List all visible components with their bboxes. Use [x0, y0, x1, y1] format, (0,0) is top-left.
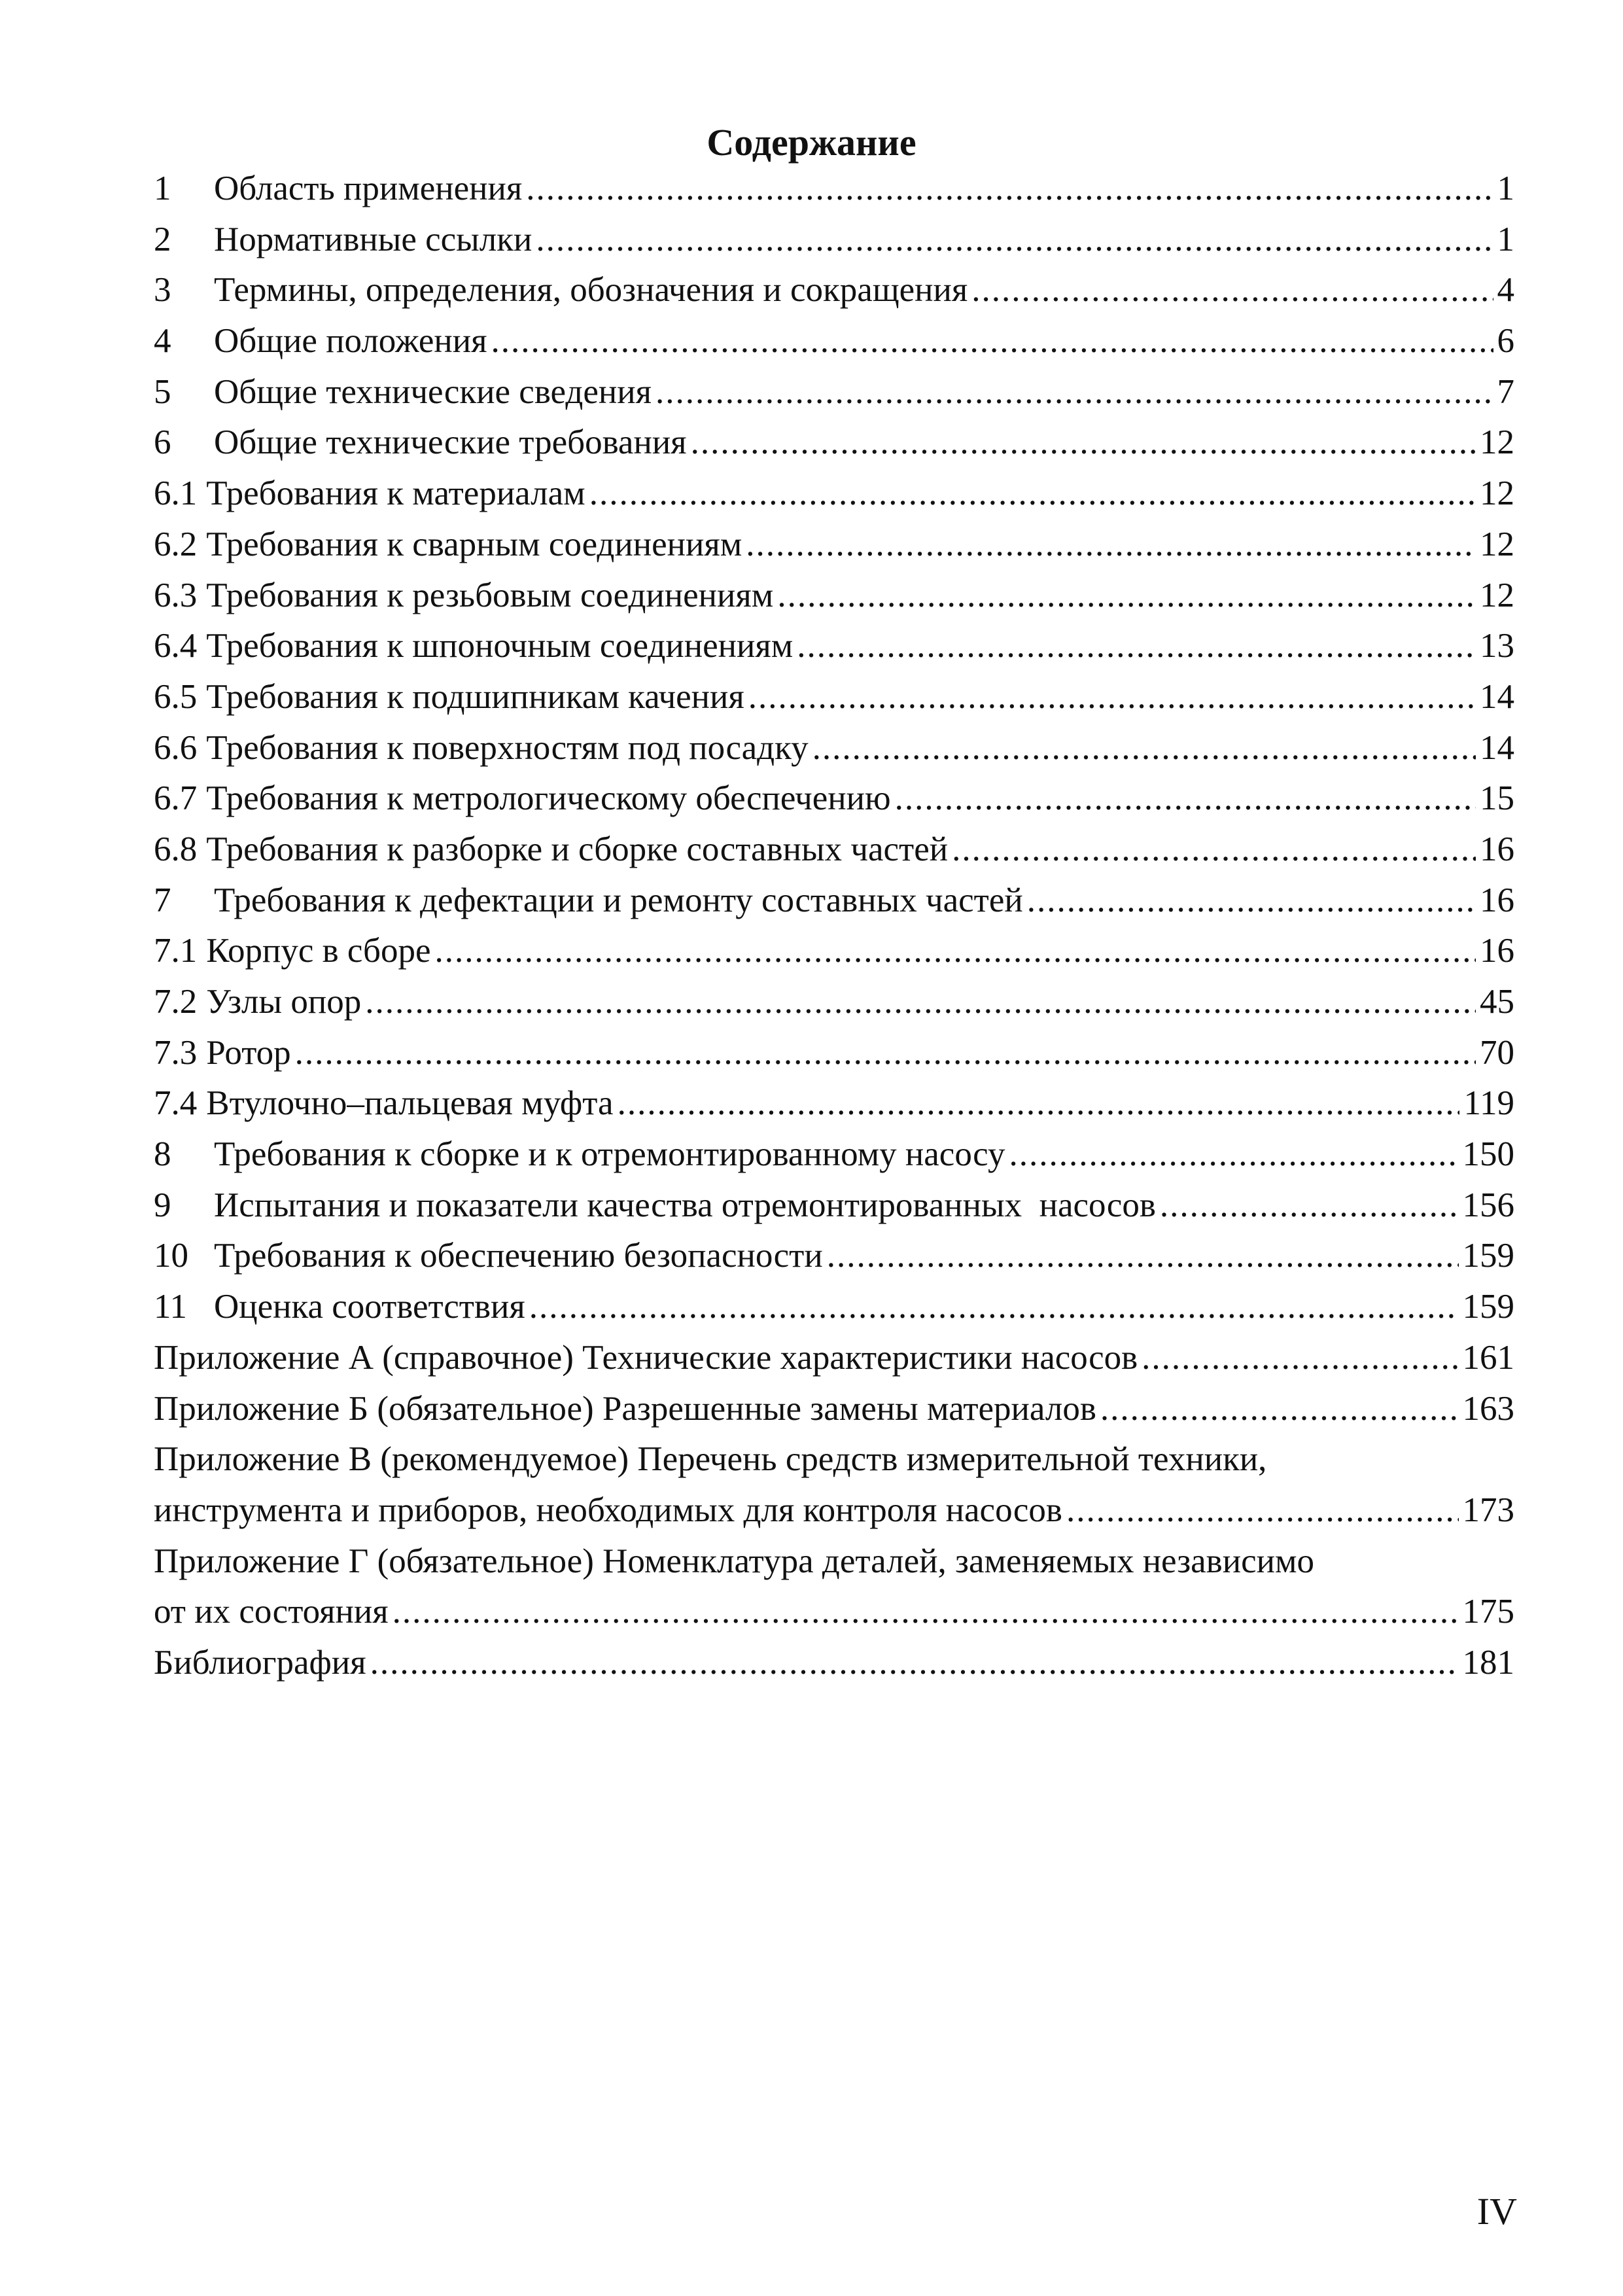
dot-leader	[827, 1231, 1459, 1282]
toc-entry-title: Приложение А (справочное) Технические характеристики насосов	[154, 1338, 1138, 1377]
dot-leader	[491, 316, 1493, 367]
toc-entry-number: 6	[154, 423, 171, 462]
toc-entry-title: Требования к метрологическому обеспечению	[206, 779, 891, 818]
toc-entry-page: 70	[1480, 1033, 1514, 1072]
toc-entry-6-2[interactable]	[154, 520, 1514, 571]
toc-entry-number: 10	[154, 1237, 188, 1275]
toc-entry-title: Библиография	[154, 1643, 366, 1682]
toc-entry-6-4[interactable]	[154, 621, 1514, 672]
toc-entry-page: 7	[1497, 372, 1514, 411]
toc-entry-9[interactable]	[154, 1180, 1514, 1231]
toc-entry-number: 7.2	[154, 983, 198, 1021]
toc-entry-number: 8	[154, 1135, 171, 1174]
toc-entry-page: 159	[1462, 1237, 1514, 1275]
dot-leader	[393, 1587, 1459, 1638]
toc-entry-number: 3	[154, 271, 171, 309]
dot-leader	[1009, 1129, 1458, 1180]
toc-entry-7-1[interactable]	[154, 926, 1514, 977]
toc-entry-last-line	[154, 1485, 1514, 1536]
dot-leader	[536, 215, 1493, 266]
toc-entry-3[interactable]	[154, 265, 1514, 316]
toc-entry-7-2[interactable]	[154, 977, 1514, 1028]
toc-entry-last-line	[154, 1587, 1514, 1638]
toc-entry-number: 7	[154, 881, 171, 919]
toc-entry-title: Требования к подшипникам качения	[206, 677, 744, 716]
toc-entry-number: 11	[154, 1288, 188, 1326]
dot-leader	[365, 977, 1476, 1028]
toc-entry-appendix-b[interactable]	[154, 1384, 1514, 1435]
dot-leader	[691, 417, 1476, 468]
toc-entry-appendix-g[interactable]	[154, 1536, 1514, 1638]
toc-entry-number: 6.8	[154, 830, 198, 868]
toc-entry-6-6[interactable]	[154, 723, 1514, 774]
toc-entry-8[interactable]	[154, 1129, 1514, 1180]
toc-entry-page: 175	[1462, 1593, 1514, 1631]
toc-entry-11[interactable]	[154, 1282, 1514, 1333]
toc-entry-bibliography[interactable]	[154, 1638, 1514, 1689]
toc-entry-number: 6.1	[154, 474, 198, 513]
toc-entry-title-line-2: инструмента и приборов, необходимых для контроля насосов	[154, 1491, 1062, 1529]
toc-entry-number: 6.3	[154, 576, 198, 614]
toc-entry-6-8[interactable]	[154, 824, 1514, 875]
toc-entry-1[interactable]	[154, 164, 1514, 215]
dot-leader	[1027, 875, 1476, 927]
dot-leader	[1160, 1180, 1459, 1231]
dot-leader	[1100, 1384, 1459, 1435]
toc-entry-title: Нормативные ссылки	[214, 220, 532, 258]
toc-entry-page: 16	[1480, 932, 1514, 970]
toc-entry-title: Общие технические требования	[214, 423, 687, 462]
toc-entry-10[interactable]	[154, 1231, 1514, 1282]
toc-entry-number: 4	[154, 322, 171, 361]
toc-entry-number: 6.4	[154, 627, 198, 665]
toc-entry-page: 6	[1497, 322, 1514, 361]
toc-entry-page: 119	[1463, 1084, 1514, 1123]
toc-entry-title: Приложение Б (обязательное) Разрешенные замены материалов	[154, 1389, 1096, 1428]
dot-leader	[1066, 1485, 1459, 1536]
toc-entry-page: 159	[1462, 1288, 1514, 1326]
toc-entry-title: Термины, определения, обозначения и сокращения	[214, 271, 968, 309]
dot-leader	[435, 926, 1476, 977]
toc-entry-page: 1	[1497, 220, 1514, 258]
toc-entry-page: 161	[1462, 1338, 1514, 1377]
toc-entry-page: 163	[1462, 1389, 1514, 1428]
toc-entry-page: 14	[1480, 728, 1514, 767]
dot-leader	[746, 520, 1476, 571]
toc-entry-title-line-1: Приложение В (рекомендуемое) Перечень средств измерительной техники,	[154, 1440, 1267, 1479]
toc-entry-title: Узлы опор	[206, 983, 362, 1021]
toc-entry-title: Общие положения	[214, 322, 487, 361]
dot-leader	[797, 621, 1476, 672]
toc-entry-page: 13	[1480, 627, 1514, 665]
toc-entry-number: 6.5	[154, 677, 198, 716]
dot-leader	[895, 773, 1476, 824]
toc-entry-title: Требования к резьбовым соединениям	[206, 576, 774, 614]
toc-entry-page: 16	[1480, 881, 1514, 919]
toc-entry-page: 12	[1480, 525, 1514, 563]
toc-entry-title: Оценка соответствия	[214, 1288, 525, 1326]
toc-entry-page: 45	[1480, 983, 1514, 1021]
table-of-contents	[154, 164, 1514, 1689]
toc-entry-title: Испытания и показатели качества отремонтированных насосов	[214, 1186, 1156, 1224]
toc-entry-title: Требования к обеспечению безопасности	[214, 1237, 823, 1275]
toc-entry-title: Требования к поверхностям под посадку	[206, 728, 809, 767]
toc-entry-page: 16	[1480, 830, 1514, 868]
dot-leader	[812, 723, 1476, 774]
toc-entry-page: 173	[1462, 1491, 1514, 1529]
toc-entry-title: Требования к материалам	[206, 474, 585, 513]
dot-leader	[526, 164, 1493, 215]
toc-entry-page: 12	[1480, 576, 1514, 614]
toc-entry-number: 6.2	[154, 525, 198, 563]
dot-leader	[618, 1078, 1460, 1129]
toc-title: Содержание	[707, 121, 916, 164]
toc-entry-title: Область применения	[214, 169, 523, 207]
toc-entry-number: 9	[154, 1186, 171, 1224]
page-number: IV	[1476, 2190, 1517, 2233]
toc-entry-7[interactable]	[154, 875, 1514, 927]
toc-entry-4[interactable]	[154, 316, 1514, 367]
toc-entry-number: 6.6	[154, 728, 198, 767]
toc-entry-page: 12	[1480, 474, 1514, 513]
toc-entry-title: Втулочно–пальцевая муфта	[206, 1084, 614, 1123]
toc-entry-7-4[interactable]	[154, 1078, 1514, 1129]
toc-entry-title-line-1: Приложение Г (обязательное) Номенклатура деталей, заменяемых независимо	[154, 1542, 1314, 1580]
toc-entry-number: 2	[154, 220, 171, 258]
toc-entry-page: 1	[1497, 169, 1514, 207]
toc-entry-title: Корпус в сборе	[206, 932, 431, 970]
toc-entry-number: 6.7	[154, 779, 198, 818]
toc-entry-page: 150	[1462, 1135, 1514, 1174]
toc-entry-page: 12	[1480, 423, 1514, 462]
toc-entry-2[interactable]	[154, 215, 1514, 266]
toc-entry-number: 7.1	[154, 932, 198, 970]
toc-entry-6-1[interactable]	[154, 468, 1514, 520]
toc-entry-6[interactable]	[154, 417, 1514, 468]
toc-entry-number: 1	[154, 169, 171, 207]
toc-entry-title: Требования к сварным соединениям	[206, 525, 742, 563]
dot-leader	[295, 1028, 1476, 1079]
toc-entry-page: 14	[1480, 677, 1514, 716]
toc-entry-page: 15	[1480, 779, 1514, 818]
toc-entry-number: 7.3	[154, 1033, 198, 1072]
toc-entry-6-3[interactable]	[154, 571, 1514, 622]
dot-leader	[589, 468, 1476, 520]
toc-entry-title: Требования к дефектации и ремонту составных частей	[214, 881, 1023, 919]
toc-entry-title: Общие технические сведения	[214, 372, 652, 411]
dot-leader	[529, 1282, 1459, 1333]
dot-leader	[952, 824, 1476, 875]
toc-entry-appendix-v[interactable]	[154, 1434, 1514, 1536]
toc-entry-number: 7.4	[154, 1084, 198, 1123]
toc-entry-title-line-2: от их состояния	[154, 1593, 389, 1631]
dot-leader	[971, 265, 1493, 316]
toc-entry-6-7[interactable]	[154, 773, 1514, 824]
toc-entry-title: Требования к разборке и сборке составных частей	[206, 830, 949, 868]
toc-entry-number: 5	[154, 372, 171, 411]
dot-leader	[1142, 1333, 1458, 1384]
toc-entry-6-5[interactable]	[154, 672, 1514, 723]
dot-leader	[370, 1638, 1459, 1689]
toc-entry-7-3[interactable]	[154, 1028, 1514, 1079]
dot-leader	[777, 571, 1476, 622]
toc-entry-page: 156	[1462, 1186, 1514, 1224]
toc-entry-title: Ротор	[206, 1033, 291, 1072]
dot-leader	[748, 672, 1476, 723]
toc-entry-5[interactable]	[154, 367, 1514, 418]
toc-entry-title: Требования к сборке и к отремонтированному насосу	[214, 1135, 1005, 1174]
toc-entry-appendix-a[interactable]	[154, 1333, 1514, 1384]
toc-entry-title: Требования к шпоночным соединениям	[206, 627, 794, 665]
dot-leader	[655, 367, 1493, 418]
toc-entry-page: 181	[1462, 1643, 1514, 1682]
toc-entry-page: 4	[1497, 271, 1514, 309]
